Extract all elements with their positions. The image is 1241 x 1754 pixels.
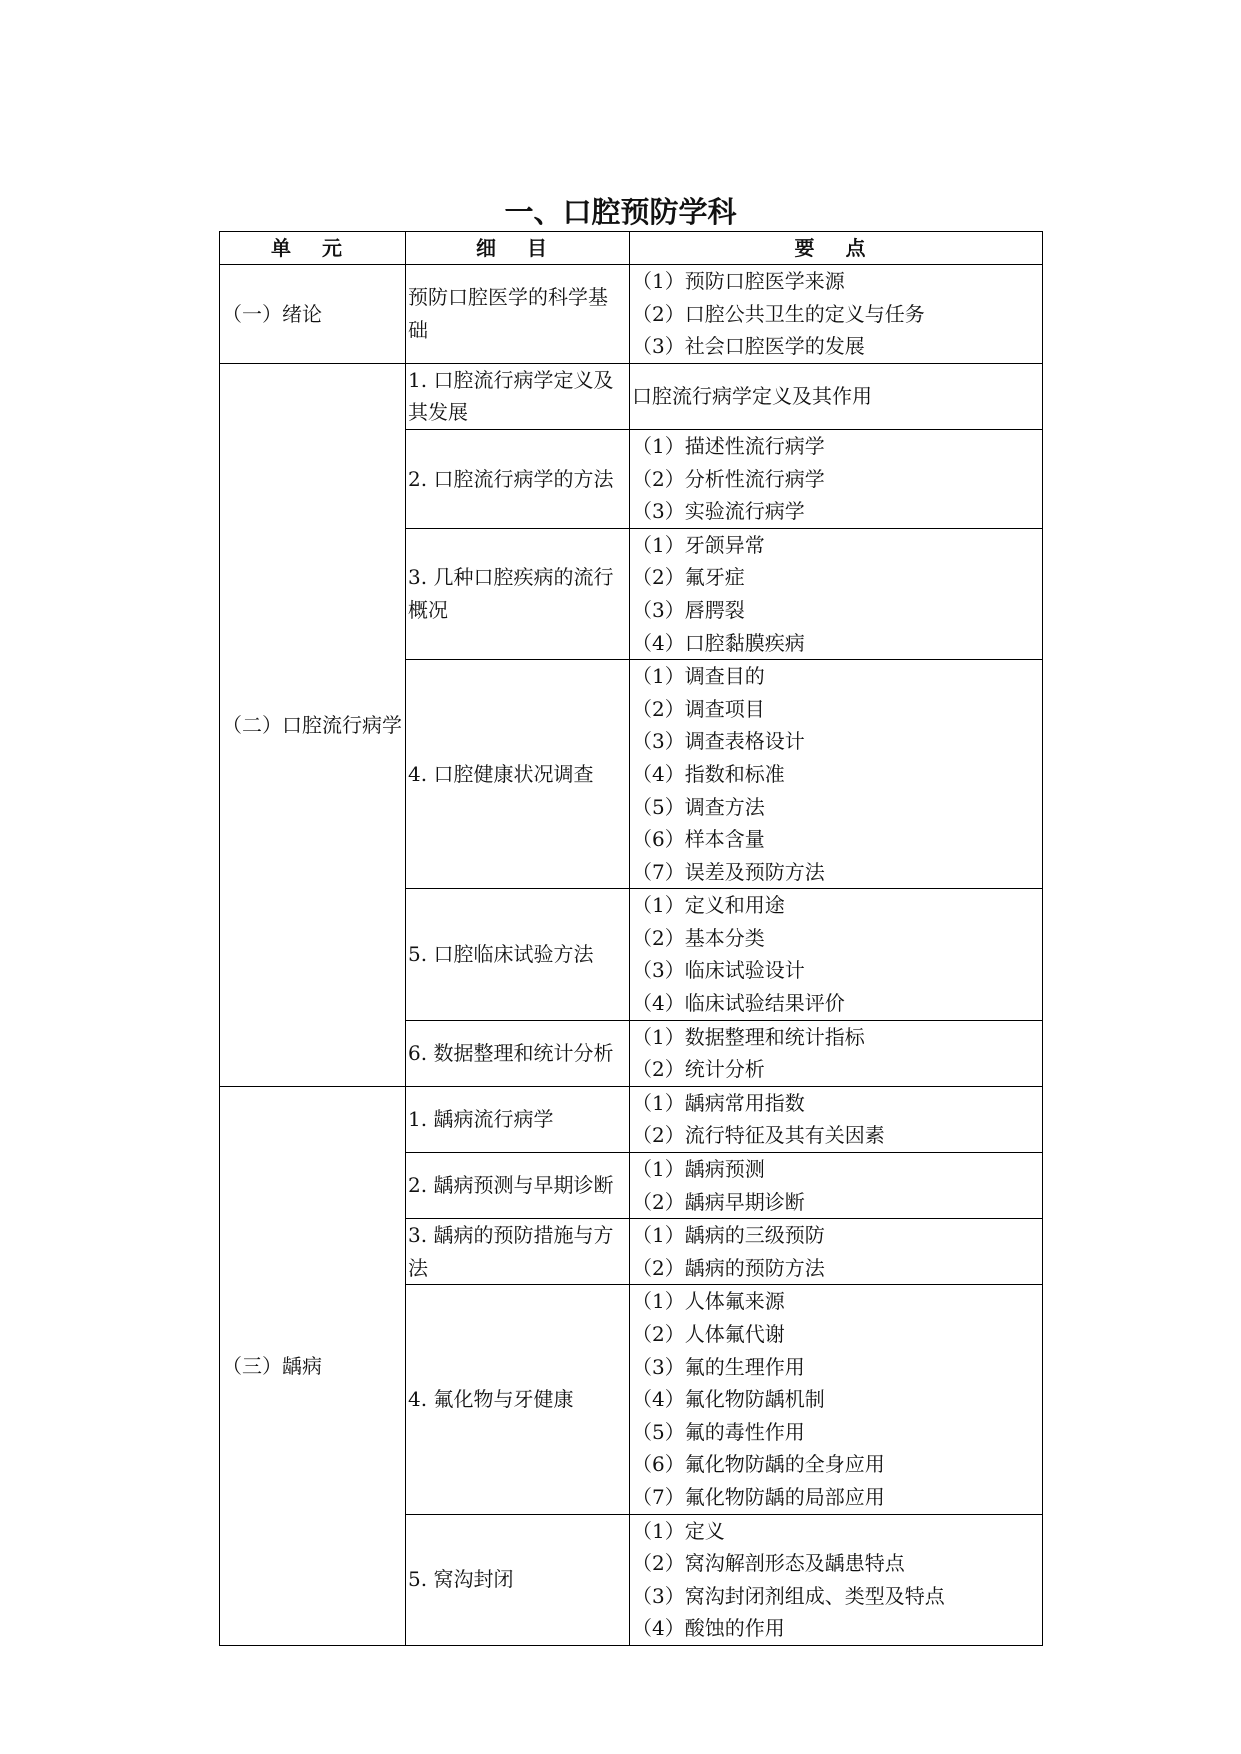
point-item: （6）样本含量: [632, 827, 765, 852]
document-title: 一、口腔预防学科: [504, 195, 737, 229]
point-cell: [630, 528, 1043, 659]
point-item: （7）误差及预防方法: [632, 859, 825, 884]
point-item: （4）指数和标准: [632, 761, 785, 786]
point-item: （2）氟牙症: [632, 565, 745, 590]
header-unit: 单 元: [220, 232, 406, 265]
point-item: （7）氟化物防龋的局部应用: [632, 1484, 885, 1509]
point-item: （2）龋病的预防方法: [632, 1255, 825, 1280]
point-item: （1）龋病常用指数: [632, 1090, 805, 1115]
item-cell: 4. 氟化物与牙健康: [406, 1285, 630, 1514]
item-cell: 1. 口腔流行病学定义及其发展: [406, 363, 630, 429]
item-cell: 6. 数据整理和统计分析: [406, 1020, 630, 1086]
header-point: 要 点: [630, 232, 1043, 265]
table-row: [220, 265, 1043, 364]
point-item: （2）统计分析: [632, 1057, 765, 1082]
point-cell: [630, 1020, 1043, 1086]
point-item: （1）调查目的: [632, 664, 765, 689]
point-item: （3）调查表格设计: [632, 729, 805, 754]
point-cell: [630, 1153, 1043, 1219]
point-item: （1）牙颌异常: [632, 532, 765, 557]
unit-cell: （三）龋病: [220, 1086, 406, 1645]
point-item: （3）实验流行病学: [632, 499, 805, 524]
table-row: [220, 1086, 1043, 1152]
point-item: （3）临床试验设计: [632, 958, 805, 983]
table-body: [220, 265, 1043, 1646]
point-item: （3）唇腭裂: [632, 597, 745, 622]
item-cell: 5. 口腔临床试验方法: [406, 889, 630, 1020]
point-item: （1）数据整理和统计指标: [632, 1024, 865, 1049]
item-cell: 3. 龋病的预防措施与方法: [406, 1219, 630, 1285]
point-item: （1）人体氟来源: [632, 1289, 785, 1314]
point-item: （1）龋病预测: [632, 1157, 765, 1182]
point-cell: [630, 363, 1043, 429]
point-item: （3）氟的生理作用: [632, 1354, 805, 1379]
point-cell: [630, 889, 1043, 1020]
header-item: 细 目: [406, 232, 630, 265]
item-cell: 3. 几种口腔疾病的流行概况: [406, 528, 630, 659]
point-item: （2）窝沟解剖形态及龋患特点: [632, 1551, 905, 1576]
item-cell: 4. 口腔健康状况调查: [406, 660, 630, 889]
point-item: （4）酸蚀的作用: [632, 1616, 785, 1641]
point-item: （2）流行特征及其有关因素: [632, 1123, 885, 1148]
point-item: （2）口腔公共卫生的定义与任务: [632, 301, 925, 326]
header-row: [220, 232, 1043, 265]
point-item: （1）定义和用途: [632, 893, 785, 918]
point-cell: [630, 1285, 1043, 1514]
item-cell: 5. 窝沟封闭: [406, 1514, 630, 1645]
point-cell: [630, 1514, 1043, 1645]
point-item: 口腔流行病学定义及其作用: [632, 384, 872, 409]
point-item: （1）定义: [632, 1518, 725, 1543]
point-item: （2）人体氟代谢: [632, 1322, 785, 1346]
point-cell: [630, 660, 1043, 889]
point-item: （2）调查项目: [632, 696, 765, 721]
point-item: （4）口腔黏膜疾病: [632, 630, 805, 655]
point-item: （2）龋病早期诊断: [632, 1189, 805, 1214]
point-item: （2）分析性流行病学: [632, 466, 825, 491]
item-cell: 1. 龋病流行病学: [406, 1086, 630, 1152]
point-item: （3）社会口腔医学的发展: [632, 334, 865, 359]
point-cell: [630, 429, 1043, 528]
point-item: （6）氟化物防龋的全身应用: [632, 1452, 885, 1477]
item-cell: 2. 口腔流行病学的方法: [406, 429, 630, 528]
item-cell: 预防口腔医学的科学基础: [406, 265, 630, 364]
point-cell: [630, 265, 1043, 364]
point-cell: [630, 1219, 1043, 1285]
point-item: （5）氟的毒性作用: [632, 1419, 805, 1444]
item-cell: 2. 龋病预测与早期诊断: [406, 1153, 630, 1219]
unit-cell: （一）绪论: [220, 265, 406, 364]
point-item: （1）龋病的三级预防: [632, 1223, 825, 1248]
table-row: [220, 363, 1043, 429]
point-cell: [630, 1086, 1043, 1152]
point-item: （5）调查方法: [632, 794, 765, 819]
point-item: （2）基本分类: [632, 925, 765, 950]
point-item: （4）临床试验结果评价: [632, 991, 845, 1016]
point-item: （1）预防口腔医学来源: [632, 269, 845, 293]
point-item: （3）窝沟封闭剂组成、类型及特点: [632, 1583, 945, 1608]
point-item: （4）氟化物防龋机制: [632, 1387, 825, 1412]
syllabus-table: [219, 231, 1043, 1646]
unit-cell: （二）口腔流行病学: [220, 363, 406, 1086]
point-item: （1）描述性流行病学: [632, 433, 825, 458]
